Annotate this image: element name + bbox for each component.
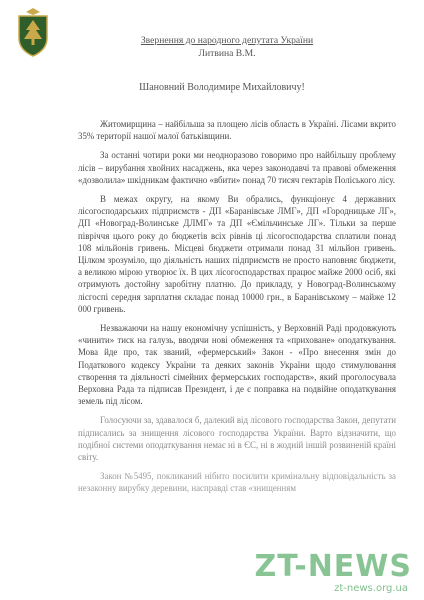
paragraph: Голосуючи за, здавалося б, далекий від лісового господарства Закон, депутати підписались за знищення лісового господарства України. Варто відзначити, що подібної системи оподаткування немає ні в ЄС, ні в жодній іншій розвиненій країні світу. xyxy=(78,415,396,463)
letter-title xyxy=(90,34,364,60)
title-line-2: Литвина В.М. xyxy=(198,48,256,59)
watermark-logo: ZT-NEWS xyxy=(254,549,412,584)
title-line-1: Звернення до народного депутата України xyxy=(140,35,314,46)
paragraph: Закон №5495, покликаний нібито посилити кримінальну відповідальність за незаконну вирубку деревини, насправді став «знищенням xyxy=(78,471,396,494)
forestry-emblem-icon xyxy=(16,8,50,58)
paragraph: За останні чотири роки ми неодноразово говоримо про найбільшу проблему лісів – вирубання хвойних насаджень, яка через законодавчі та правові обмеження «дозволила» шкідникам фактично «вбити» понад 70 тисяч гектарів Поліського лісу. xyxy=(78,150,396,185)
letter-body xyxy=(78,118,396,502)
paragraph: В межах округу, на якому Ви обрались, функціонує 4 державних лісогосподарських підприємств - ДП «Баранівське ЛМГ», ДП «Городницьке ЛГ», ДП «Новоград-Волинське ДЛМГ» та ДП «Ємільчинське ЛГ». Тільки за перше півріччя цього року до бюджетів всіх рівнів ці лісогосподарства сплатили понад 108 мільйонів гривень. Місцеві бюджети отримали понад 31 мільйон гривень. Цілком зрозуміло, що діяльність наших підприємств не просто наповняє бюджети, а великою мірою утворює їх. В цих лісогосподарствах працює майже 2000 осіб, які отримують достойну заробітну платню. До прикладу, у Новоград-Волинському лісгоспі середня зарплатня складає понад 10000 грн., в Баранівському – майже 12 000 гривень. xyxy=(78,194,396,314)
salutation: Шановний Володимире Михайловичу! xyxy=(139,82,305,93)
paragraph: Незважаючи на нашу економічну успішність, у Верховній Раді продовжують «чинити» тиск на галузь, вводячи нові обмеження та «приховане» оподаткування. Мова йде про, так званий, «фермерський» Закон - «Про внесення змін до Податкового кодексу України та деяких законів України щодо стимулювання створення та діяльності сімейних фермерських господарств», який проголосувала Верховна Рада та підписав Президент, і де є поправка на подвійне оподаткування земель під лісом. xyxy=(78,323,396,407)
watermark-url: zt-news.org.ua xyxy=(334,583,408,594)
site-watermark xyxy=(246,548,412,596)
paragraph: Житомирщина – найбільша за площею лісів область в Україні. Лісами вкрито 35% території нашої малої батьківщини. xyxy=(78,119,396,142)
